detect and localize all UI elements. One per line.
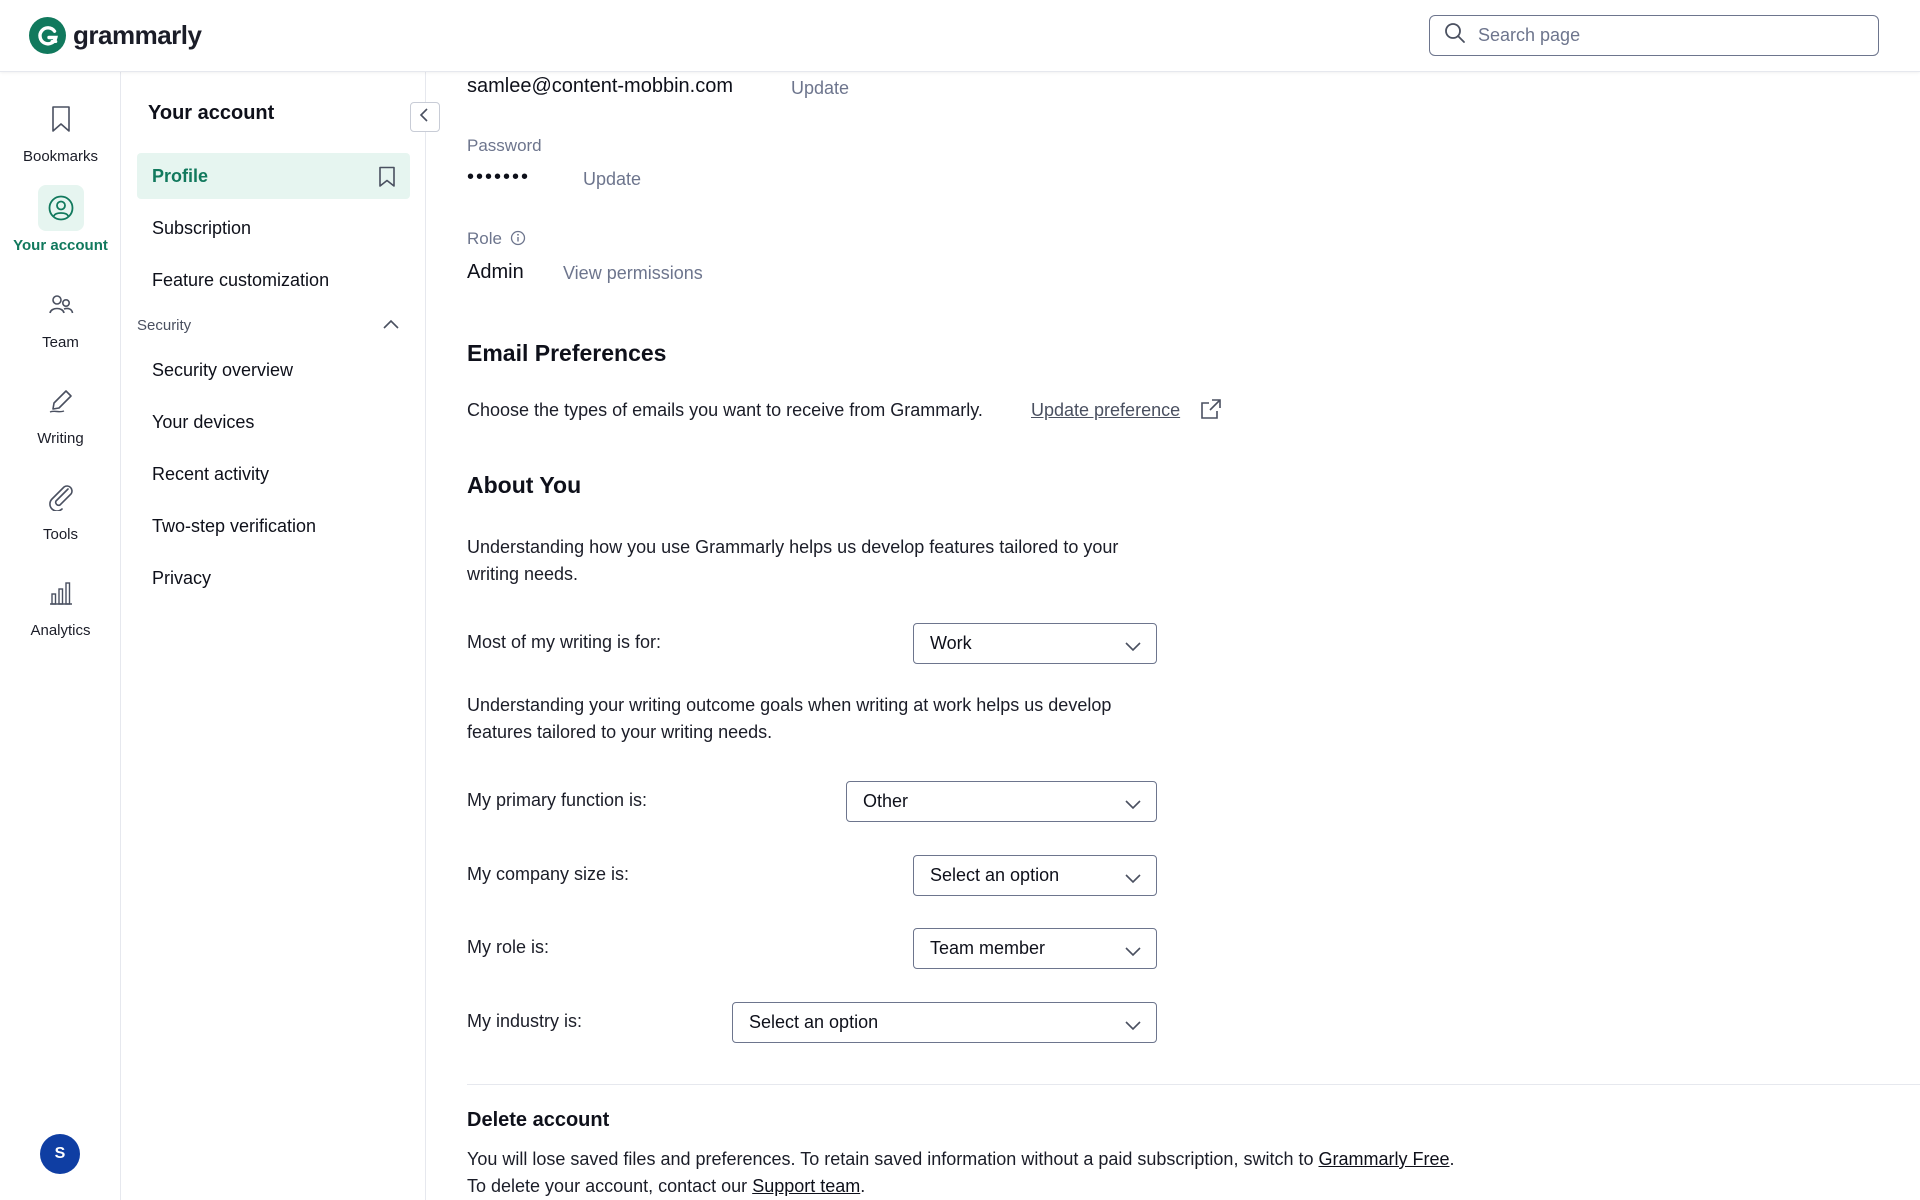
select-value: Select an option xyxy=(749,1012,879,1032)
company-size-label: My company size is: xyxy=(467,864,630,884)
role-value: Admin xyxy=(467,261,524,283)
industry-label: My industry is: xyxy=(467,1011,583,1031)
section-divider xyxy=(467,1084,1920,1085)
collapse-sidebar-button[interactable] xyxy=(410,102,440,132)
select-value: Work xyxy=(930,633,972,653)
chevron-down-icon xyxy=(1124,868,1142,889)
subnav-item-feature-customization[interactable] xyxy=(137,257,410,303)
writing-for-label: Most of my writing is for: xyxy=(467,632,662,652)
view-permissions-link[interactable]: View permissions xyxy=(563,263,703,283)
subnav-item-label: Your devices xyxy=(152,411,255,432)
user-circle-icon xyxy=(38,185,84,231)
email-value: samlee@content-mobbin.com xyxy=(467,75,733,97)
select-value: Team member xyxy=(930,938,1046,958)
rail-label: Analytics xyxy=(30,622,91,639)
goals-line1: Understanding your writing outcome goals when writing at work helps us develop xyxy=(467,695,1112,715)
email-update-link[interactable]: Update xyxy=(791,78,850,98)
search-icon xyxy=(1444,22,1466,49)
password-mask: ••••••• xyxy=(467,166,531,188)
delete-line2-suffix: . xyxy=(860,1176,866,1196)
support-team-link[interactable]: Support team xyxy=(752,1176,861,1196)
subnav-item-label: Recent activity xyxy=(152,463,270,484)
bar-chart-icon xyxy=(38,570,84,616)
rail-label: Bookmarks xyxy=(22,148,99,165)
subnav-item-recent-activity[interactable] xyxy=(137,451,410,497)
rail-label: Writing xyxy=(37,430,84,447)
email-preferences-heading: Email Preferences xyxy=(467,340,667,366)
chevron-down-icon xyxy=(1124,794,1142,815)
external-link-icon[interactable] xyxy=(1200,398,1222,425)
password-label: Password xyxy=(467,136,542,155)
subnav-item-two-step-verification[interactable] xyxy=(137,503,410,549)
section-label: Security xyxy=(137,316,192,334)
role-select-label: My role is: xyxy=(467,937,550,957)
delete-line1-suffix: . xyxy=(1449,1149,1455,1169)
search-box[interactable] xyxy=(1429,15,1879,56)
select-value: Other xyxy=(863,791,909,811)
security-section-toggle[interactable] xyxy=(137,312,410,338)
writing-for-select[interactable] xyxy=(913,623,1157,664)
delete-account-line2 xyxy=(467,1173,865,1200)
delete-line1-text: You will lose saved files and preferences. To retain saved information without a paid subscription, switch to xyxy=(467,1149,1314,1169)
chevron-up-icon xyxy=(382,317,400,334)
rail-item-bookmarks[interactable] xyxy=(0,96,121,165)
rail-item-writing[interactable] xyxy=(0,378,121,447)
email-preferences-text: Choose the types of emails you want to receive from Grammarly. xyxy=(467,400,983,420)
delete-line2-text: To delete your account, contact our xyxy=(467,1176,748,1196)
bookmark-icon[interactable] xyxy=(378,166,396,193)
rail-item-your-account[interactable] xyxy=(0,185,121,254)
chevron-down-icon xyxy=(1124,941,1142,962)
team-icon xyxy=(38,282,84,328)
rail-label: Tools xyxy=(42,526,79,543)
subnav-item-label: Security overview xyxy=(152,359,294,380)
subnav-item-label: Profile xyxy=(152,165,209,186)
about-intro-line2: writing needs. xyxy=(467,564,579,584)
delete-account-heading: Delete account xyxy=(467,1109,610,1131)
rail-item-team[interactable] xyxy=(0,282,121,351)
industry-select[interactable] xyxy=(732,1002,1157,1043)
subnav-item-label: Privacy xyxy=(152,567,212,588)
paperclip-icon xyxy=(38,474,84,520)
account-subnav xyxy=(121,72,426,1200)
subnav-item-security-overview[interactable] xyxy=(137,347,410,393)
goals-line2: features tailored to your writing needs. xyxy=(467,722,773,742)
chevron-down-icon xyxy=(1124,1015,1142,1036)
bookmark-icon xyxy=(38,96,84,142)
rail-item-analytics[interactable] xyxy=(0,570,121,639)
company-size-select[interactable] xyxy=(913,855,1157,896)
primary-function-select[interactable] xyxy=(846,781,1157,822)
avatar[interactable]: S xyxy=(40,1134,80,1174)
subnav-item-label: Subscription xyxy=(152,217,252,238)
subnav-title: Your account xyxy=(148,102,275,124)
rail-label: Team xyxy=(42,334,79,351)
profile-content xyxy=(467,72,1920,1200)
subnav-item-your-devices[interactable] xyxy=(137,399,410,445)
about-you-heading: About You xyxy=(467,472,582,498)
subnav-item-privacy[interactable] xyxy=(137,555,410,601)
icon-rail xyxy=(0,72,121,1200)
rail-item-tools[interactable] xyxy=(0,474,121,543)
subnav-item-label: Feature customization xyxy=(152,269,330,290)
select-value: Select an option xyxy=(930,865,1060,885)
info-icon[interactable] xyxy=(510,230,526,251)
grammarly-logo-icon xyxy=(29,17,66,54)
pen-icon xyxy=(38,378,84,424)
subnav-item-label: Two-step verification xyxy=(152,515,317,536)
chevron-down-icon xyxy=(1124,636,1142,657)
password-update-link[interactable]: Update xyxy=(583,169,642,189)
update-preference-link[interactable]: Update preference xyxy=(1031,400,1181,420)
top-bar xyxy=(0,0,1920,72)
function-label: My primary function is: xyxy=(467,790,648,810)
role-select[interactable] xyxy=(913,928,1157,969)
subnav-item-profile[interactable] xyxy=(137,153,410,199)
logo-text: grammarly xyxy=(73,20,202,50)
grammarly-logo[interactable] xyxy=(29,17,201,54)
about-intro-line1: Understanding how you use Grammarly helps us develop features tailored to your xyxy=(467,537,1119,557)
rail-label: Your account xyxy=(13,237,108,254)
delete-account-line1 xyxy=(467,1146,1455,1173)
search-input[interactable] xyxy=(1478,25,1858,46)
role-label: Role xyxy=(467,229,502,248)
chevron-left-icon xyxy=(418,107,432,128)
subnav-item-subscription[interactable] xyxy=(137,205,410,251)
grammarly-free-link[interactable]: Grammarly Free xyxy=(1318,1149,1450,1169)
